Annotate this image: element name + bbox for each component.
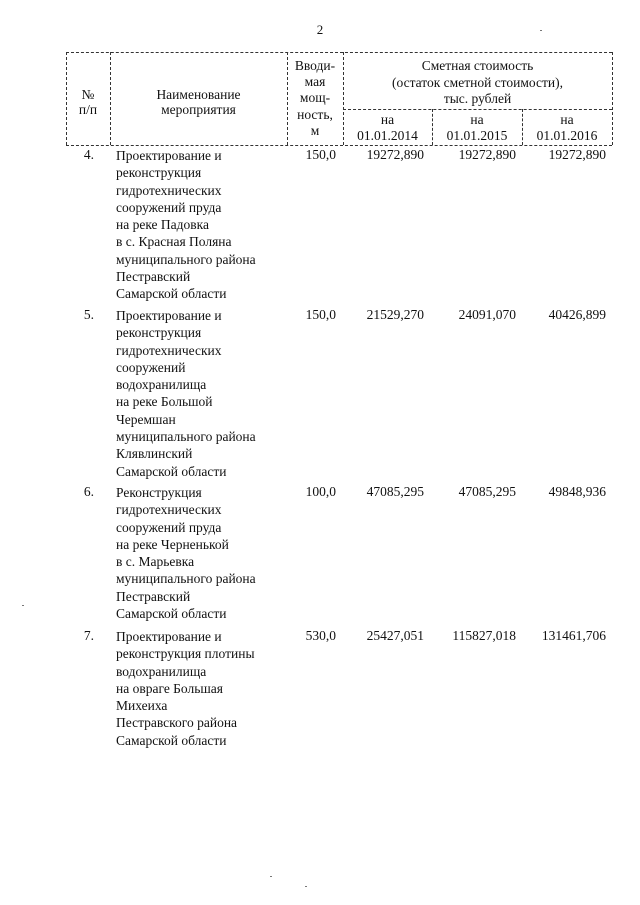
row-power: 150,0 <box>305 307 336 322</box>
row-cost-2015: 24091,070 <box>458 307 516 322</box>
header-col-num: № п/п <box>78 87 98 117</box>
row-cost-2014: 19272,890 <box>366 147 424 162</box>
row-cost-2015: 19272,890 <box>458 147 516 162</box>
header-top-border <box>66 52 612 53</box>
row-power: 530,0 <box>305 628 336 643</box>
row-cost-2016: 19272,890 <box>548 147 606 162</box>
row-cost-2016: 49848,936 <box>548 484 606 499</box>
row-name: Реконструкция гидротехнических сооружений пруда на реке Черненькой в с. Марьевка муниципального района Пестравский Самарской области <box>116 485 256 622</box>
row-power: 100,0 <box>305 484 336 499</box>
row-cost-2014: 47085,295 <box>366 484 424 499</box>
scan-speck <box>305 886 307 887</box>
header-mid-border <box>343 109 612 110</box>
row-cost-2014: 25427,051 <box>366 628 424 643</box>
row-cost-2014: 21529,270 <box>366 307 424 322</box>
scan-speck <box>270 876 272 877</box>
header-col-cost: Сметная стоимость (остаток сметной стоимости), тыс. рублей <box>392 58 563 106</box>
row-name: Проектирование и реконструкция гидротехнических сооружений водохранилища на реке Большой Черемшан муниципального района Клявлинский Самарской области <box>116 308 256 479</box>
row-number: 7. <box>83 628 94 643</box>
row-number: 6. <box>83 484 94 499</box>
header-col-power: Вводи- мая мощ- ность, м <box>294 58 336 138</box>
page-number: 2 <box>316 22 324 37</box>
header-col-line-6 <box>612 52 613 145</box>
row-number: 4. <box>83 147 94 162</box>
header-date-2015: на 01.01.2015 <box>446 112 508 143</box>
row-name: Проектирование и реконструкция гидротехнических сооружений пруда на реке Падовка в с. Красная Поляна муниципального района Пестравский Самарской области <box>116 148 256 302</box>
row-cost-2016: 40426,899 <box>548 307 606 322</box>
header-bottom-border <box>66 145 612 146</box>
row-name: Проектирование и реконструкция плотины водохранилища на овраге Большая Михеиха Пестравского района Самарской области <box>116 629 255 748</box>
header-date-2014: на 01.01.2014 <box>357 112 418 143</box>
row-cost-2015: 115827,018 <box>452 628 516 643</box>
header-col-name: Наименование мероприятия <box>156 87 241 117</box>
row-cost-2016: 131461,706 <box>541 628 606 643</box>
row-number: 5. <box>83 307 94 322</box>
row-cost-2015: 47085,295 <box>458 484 516 499</box>
row-power: 150,0 <box>305 147 336 162</box>
scan-speck <box>540 30 542 31</box>
scan-speck <box>22 605 24 606</box>
header-date-2016: на 01.01.2016 <box>536 112 598 143</box>
